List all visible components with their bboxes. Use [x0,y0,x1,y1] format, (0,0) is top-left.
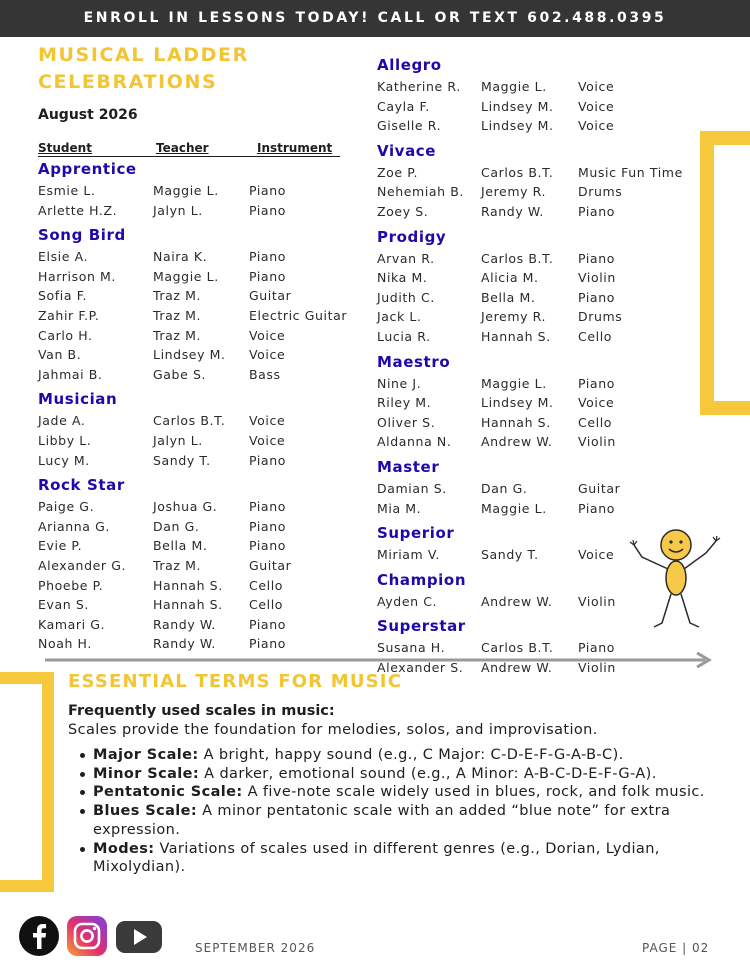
teacher-name: Andrew W. [481,593,553,609]
level-heading: Allegro [377,56,442,74]
term-text: Variations of scales used in different genres (e.g., Dorian, Lydian, Mixolydian). [93,840,660,876]
instrument-name: Voice [249,347,286,363]
student-name: Damian S. [377,481,447,496]
page-number: PAGE | 02 [642,941,710,955]
teacher-name: Carlos B.T. [481,640,554,656]
list-item [93,802,723,839]
student-name: Jade A. [38,413,86,429]
teacher-name: Alicia M. [481,270,539,286]
student-name: Lucy M. [38,452,90,468]
instrument-name: Violin [578,270,616,286]
student-name: Susana H. [377,640,446,656]
month-label: August 2026 [38,107,138,123]
level-heading: Musician [38,390,118,409]
student-name: Jahmai B. [38,366,103,382]
term-label: Pentatonic Scale: [93,784,243,801]
student-name: Aldanna N. [377,434,452,450]
teacher-name: Joshua G. [153,499,218,515]
student-name: Libby L. [38,433,92,448]
teacher-name: Traz M. [153,558,202,573]
instrument-name: Cello [249,597,284,613]
teacher-name: Hannah S. [481,329,551,344]
teacher-name: Traz M. [153,288,202,304]
teacher-name: Jalyn L. [153,202,203,218]
level-heading: Superior [377,524,455,543]
term-text: A minor pentatonic scale with an added “blue note” for extra expression. [93,803,671,838]
teacher-name: Hannah S. [153,577,223,593]
teacher-name: Maggie L. [153,183,219,198]
level-heading: Apprentice [38,160,137,178]
term-text: A five-note scale widely used in blues, rock, and folk music. [242,784,705,801]
term-label: Blues Scale: [93,803,198,820]
instrument-name: Voice [578,547,615,563]
student-name: Zoe P. [377,164,419,180]
student-name: Evie P. [38,538,83,554]
student-name: Oliver S. [377,414,436,430]
term-label: Minor Scale: [93,765,200,782]
instrument-name: Piano [578,640,615,656]
column-header-divider [38,156,340,157]
student-name: Sofia F. [38,288,88,304]
student-name: Jack L. [377,309,422,325]
scales-heading: Frequently used scales in music: [68,703,335,719]
student-name: Zoey S. [377,204,429,219]
student-name: Mia M. [377,500,422,516]
student-name: Ayden C. [377,593,438,609]
instrument-name: Piano [249,452,286,468]
instrument-name: Electric Guitar [249,308,348,323]
term-text: A bright, happy sound (e.g., C Major: C-D-E-F-G-A-B-C). [198,747,624,763]
instrument-name: Music Fun Time [578,164,683,180]
teacher-name: Lindsey M. [481,98,554,114]
instrument-name: Piano [249,499,286,515]
teacher-name: Hannah S. [481,414,551,430]
instrument-name: Piano [578,375,615,391]
level-heading: Superstar [377,617,466,636]
facebook-icon[interactable] [18,915,60,957]
teacher-name: Jeremy R. [481,309,547,325]
student-name: Paige G. [38,499,95,515]
teacher-name: Traz M. [153,327,202,343]
teacher-name: Maggie L. [481,375,547,391]
student-name: Noah H. [38,636,92,652]
instrument-name: Piano [249,538,286,554]
youtube-icon[interactable] [114,915,164,957]
teacher-name: Lindsey M. [153,347,226,363]
student-name: Zahir F.P. [38,308,100,323]
instrument-name: Cello [249,577,284,593]
term-text: A darker, emotional sound (e.g., A Minor: A-B-C-D-E-F-G-A). [199,765,657,782]
instrument-name: Voice [578,395,615,411]
enroll-banner: ENROLL IN LESSONS TODAY! CALL OR TEXT 602.488.0395 [0,0,750,37]
teacher-name: Dan G. [153,518,200,534]
teacher-column-header: Teacher [156,141,209,155]
instrument-name: Drums [578,309,623,325]
teacher-name: Randy W. [153,616,216,632]
student-name: Alexander S. [377,660,464,675]
student-name: Giselle R. [377,118,442,134]
instrument-name: Violin [578,434,616,450]
instrument-name: Piano [578,500,615,516]
level-heading: Champion [377,570,467,589]
teacher-name: Andrew W. [481,434,553,450]
terms-title: ESSENTIAL TERMS FOR MUSIC [68,671,403,692]
student-name: Nehemiah B. [377,184,465,200]
term-label: Major Scale: [93,747,199,763]
scales-description: Scales provide the foundation for melodies, solos, and improvisation. [68,722,598,738]
instrument-name: Voice [578,79,615,94]
instrument-name: Bass [249,366,281,382]
level-heading: Maestro [377,352,451,371]
student-name: Phoebe P. [38,577,104,593]
instrument-name: Violin [578,660,616,675]
teacher-name: Hannah S. [153,597,223,613]
teacher-name: Maggie L. [481,500,547,516]
teacher-name: Traz M. [153,308,202,323]
teacher-name: Lindsey M. [481,118,554,134]
teacher-name: Gabe S. [153,366,207,382]
student-name: Carlo H. [38,327,93,343]
teacher-name: Jeremy R. [481,184,547,200]
instrument-name: Cello [578,414,613,430]
teacher-name: Lindsey M. [481,395,554,411]
student-name: Nine J. [377,375,422,391]
teacher-name: Randy W. [153,636,216,652]
instrument-name: Piano [578,289,615,305]
instrument-name: Piano [249,202,286,218]
list-item [93,765,723,784]
cheering-stick-figure-icon [628,523,723,635]
teacher-name: Randy W. [481,204,544,219]
teacher-name: Jalyn L. [153,433,203,448]
student-name: Van B. [38,347,82,363]
instrument-name: Piano [249,518,286,534]
teacher-name: Carlos B.T. [481,164,554,180]
instrument-column-header: Instrument [257,141,333,155]
page-title [38,42,249,96]
instrument-name: Piano [578,204,615,219]
term-label: Modes: [93,840,155,857]
instrument-name: Violin [578,593,616,609]
instrument-name: Voice [249,413,286,429]
yellow-bracket-right [700,131,750,415]
student-name: Evan S. [38,597,89,613]
list-item [93,783,723,802]
divider-arrow-icon [45,652,713,668]
student-name: Riley M. [377,395,432,411]
student-name: Katherine R. [377,79,461,94]
student-name: Arlette H.Z. [38,202,118,218]
level-heading: Prodigy [377,227,447,246]
student-name: Harrison M. [38,268,117,284]
instrument-name: Voice [249,433,286,448]
footer-date: SEPTEMBER 2026 [195,941,316,955]
level-heading: Rock Star [38,476,125,495]
student-name: Cayla F. [377,98,430,114]
teacher-name: Andrew W. [481,660,553,675]
teacher-name: Naira K. [153,249,208,265]
instagram-icon[interactable] [66,915,108,957]
instrument-name: Piano [578,250,615,266]
student-name: Esmie L. [38,183,96,198]
student-name: Lucia R. [377,329,431,344]
student-column-header: Student [38,141,92,155]
instrument-name: Piano [249,636,286,652]
list-item [93,840,723,877]
yellow-bracket-left [0,672,54,892]
title-line-2: CELEBRATIONS [38,71,218,93]
level-heading: Master [377,458,440,476]
instrument-name: Voice [249,327,286,343]
instrument-name: Guitar [249,558,292,573]
teacher-name: Maggie L. [481,79,547,94]
teacher-name: Sandy T. [481,547,539,563]
level-heading: Song Bird [38,226,126,245]
instrument-name: Voice [578,118,615,134]
student-name: Arianna G. [38,518,110,534]
title-line-1: MUSICAL LADDER [38,44,249,66]
student-name: Nika M. [377,270,428,286]
instrument-name: Cello [578,329,613,344]
instrument-name: Drums [578,184,623,200]
instrument-name: Piano [249,183,286,198]
teacher-name: Bella M. [153,538,208,554]
teacher-name: Maggie L. [153,268,219,284]
instrument-name: Piano [249,268,286,284]
list-item [93,746,723,765]
teacher-name: Dan G. [481,481,528,496]
instrument-name: Piano [249,616,286,632]
teacher-name: Carlos B.T. [153,413,226,429]
teacher-name: Bella M. [481,289,536,305]
student-name: Elsie A. [38,249,89,265]
student-name: Kamari G. [38,616,106,632]
student-name: Alexander G. [38,558,127,573]
level-heading: Vivace [377,141,437,160]
instrument-name: Guitar [249,288,292,304]
scales-list [93,746,723,877]
student-name: Judith C. [377,289,435,305]
instrument-name: Guitar [578,481,621,496]
instrument-name: Voice [578,98,615,114]
teacher-name: Carlos B.T. [481,250,554,266]
instrument-name: Piano [249,249,286,265]
student-name: Miriam V. [377,547,440,563]
teacher-name: Sandy T. [153,452,211,468]
student-name: Arvan R. [377,250,435,266]
